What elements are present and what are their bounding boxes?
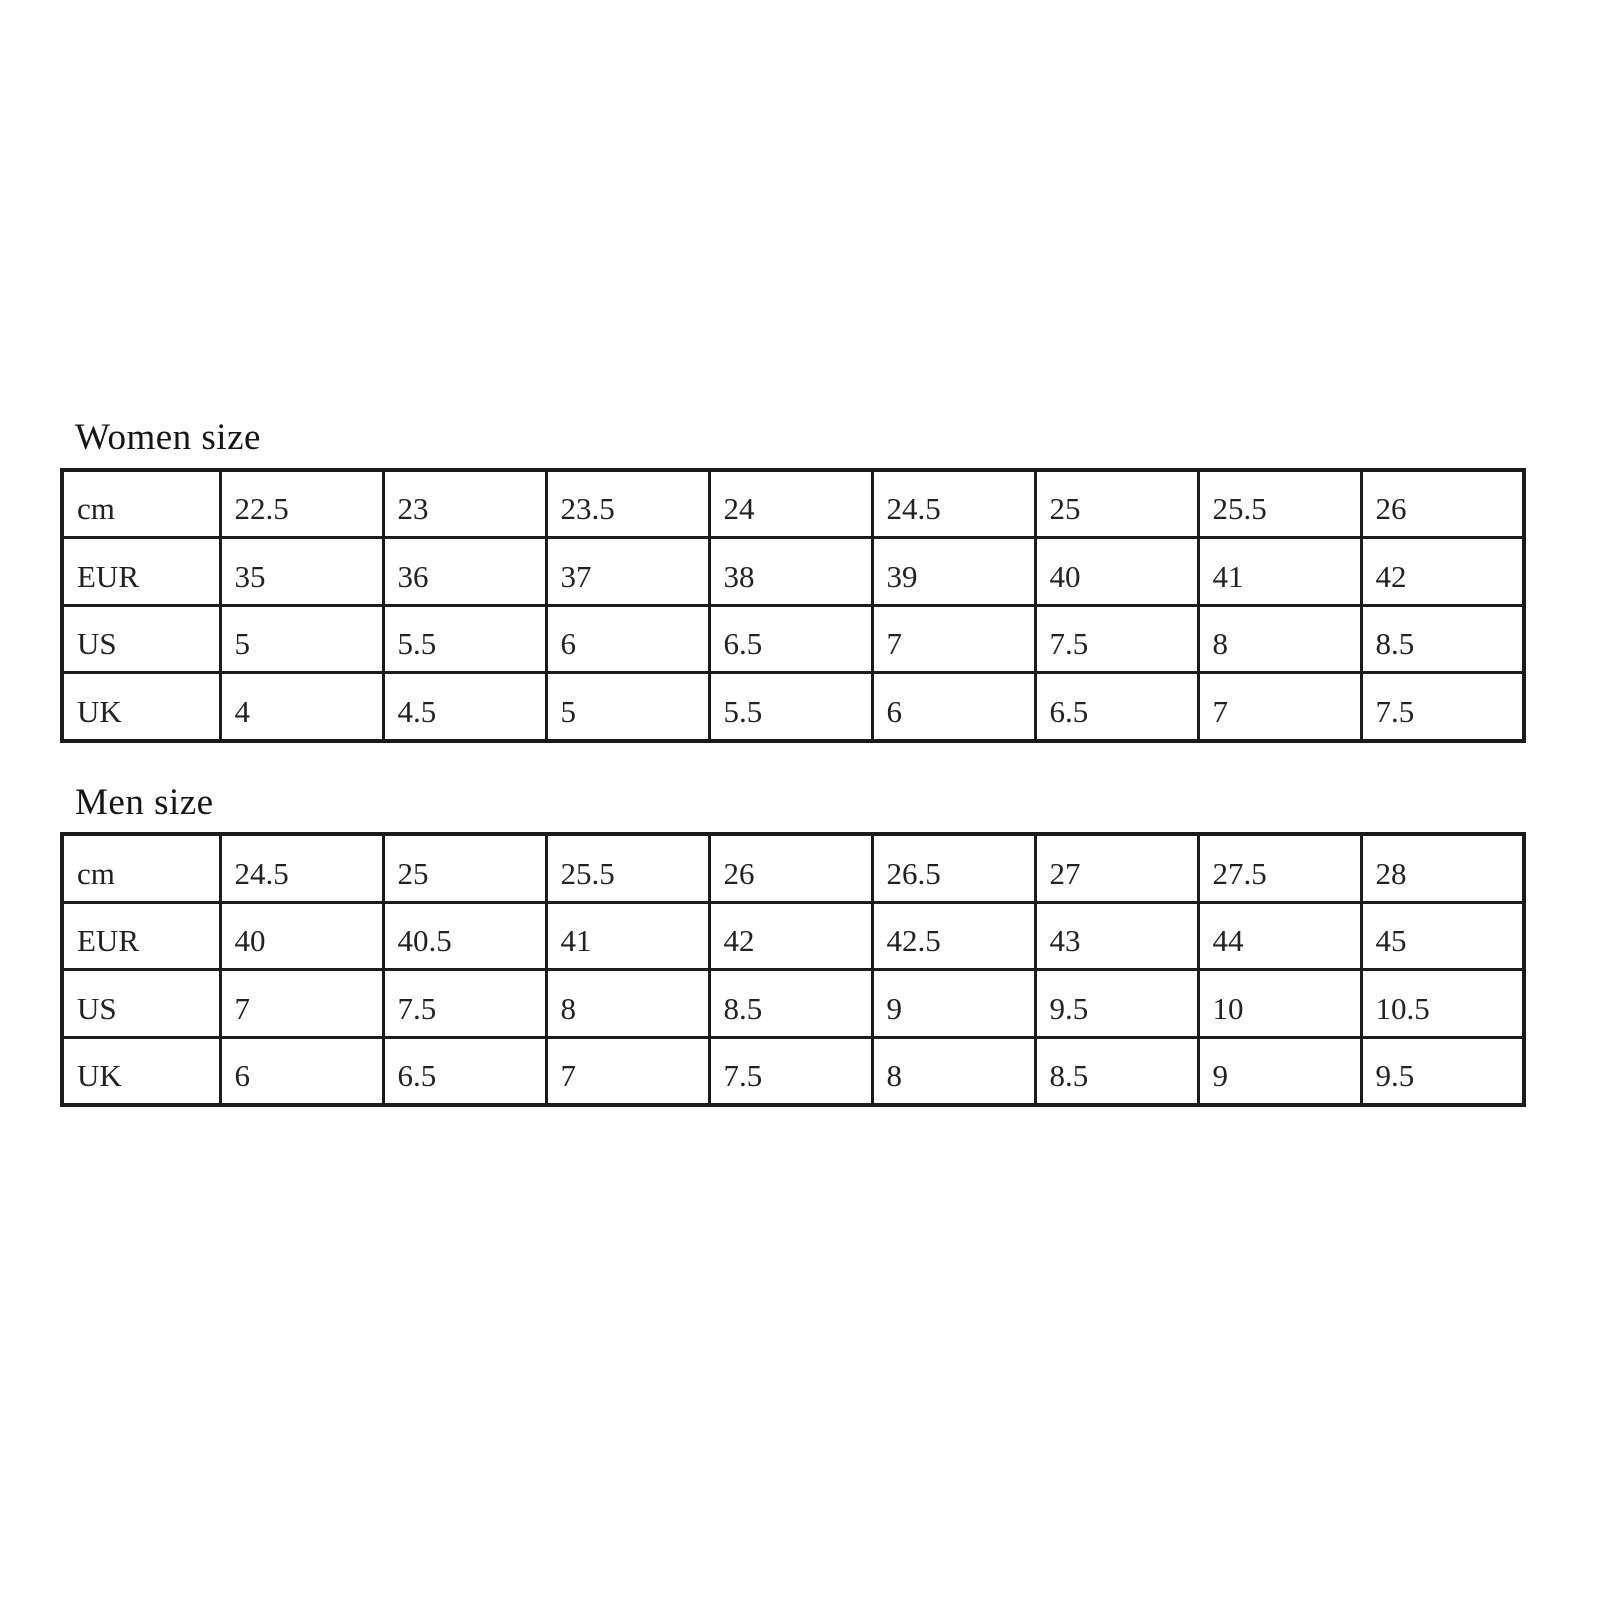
size-value-cell: 7 <box>546 1037 709 1105</box>
size-value-cell: 26 <box>1361 470 1524 538</box>
size-value-cell: 5 <box>546 673 709 741</box>
size-value-cell: 10 <box>1198 970 1361 1037</box>
size-value-cell: 6.5 <box>1035 673 1198 741</box>
size-value-cell: 22.5 <box>220 470 383 538</box>
size-value-cell: 27.5 <box>1198 834 1361 902</box>
size-value-cell: 7 <box>872 605 1035 672</box>
size-value-cell: 35 <box>220 538 383 605</box>
size-value-cell: 26.5 <box>872 834 1035 902</box>
table-row-us <box>62 970 1524 1037</box>
size-value-cell: 5.5 <box>709 673 872 741</box>
row-label-cell: cm <box>62 470 220 538</box>
size-value-cell: 8.5 <box>1035 1037 1198 1105</box>
size-value-cell: 45 <box>1361 902 1524 969</box>
size-value-cell: 9 <box>872 970 1035 1037</box>
size-value-cell: 25.5 <box>1198 470 1361 538</box>
size-value-cell: 8.5 <box>1361 605 1524 672</box>
size-value-cell: 8 <box>1198 605 1361 672</box>
women-size-title: Women size <box>75 417 261 458</box>
size-value-cell: 40 <box>1035 538 1198 605</box>
size-value-cell: 6.5 <box>383 1037 546 1105</box>
size-value-cell: 7.5 <box>1361 673 1524 741</box>
table-row-uk <box>62 1037 1524 1105</box>
table-row-cm <box>62 834 1524 902</box>
row-label-cell: UK <box>62 1037 220 1105</box>
size-value-cell: 23.5 <box>546 470 709 538</box>
size-value-cell: 8 <box>546 970 709 1037</box>
size-value-cell: 5 <box>220 605 383 672</box>
table-row-cm <box>62 470 1524 538</box>
size-value-cell: 9.5 <box>1035 970 1198 1037</box>
size-chart-content <box>60 418 1522 1107</box>
size-value-cell: 7.5 <box>709 1037 872 1105</box>
size-value-cell: 42 <box>709 902 872 969</box>
size-value-cell: 28 <box>1361 834 1524 902</box>
size-value-cell: 6 <box>546 605 709 672</box>
size-value-cell: 25.5 <box>546 834 709 902</box>
size-value-cell: 9 <box>1198 1037 1361 1105</box>
size-value-cell: 8 <box>872 1037 1035 1105</box>
size-value-cell: 24 <box>709 470 872 538</box>
size-value-cell: 24.5 <box>872 470 1035 538</box>
row-label-cell: EUR <box>62 902 220 969</box>
size-value-cell: 36 <box>383 538 546 605</box>
row-label-cell: cm <box>62 834 220 902</box>
size-value-cell: 7 <box>220 970 383 1037</box>
size-value-cell: 25 <box>383 834 546 902</box>
size-value-cell: 41 <box>1198 538 1361 605</box>
size-value-cell: 9.5 <box>1361 1037 1524 1105</box>
size-value-cell: 7.5 <box>1035 605 1198 672</box>
size-value-cell: 42.5 <box>872 902 1035 969</box>
women-size-table <box>60 468 1526 743</box>
size-value-cell: 42 <box>1361 538 1524 605</box>
size-value-cell: 7.5 <box>383 970 546 1037</box>
size-value-cell: 27 <box>1035 834 1198 902</box>
size-value-cell: 41 <box>546 902 709 969</box>
size-value-cell: 43 <box>1035 902 1198 969</box>
size-value-cell: 7 <box>1198 673 1361 741</box>
row-label-cell: EUR <box>62 538 220 605</box>
table-row-us <box>62 605 1524 672</box>
size-value-cell: 6 <box>872 673 1035 741</box>
size-value-cell: 24.5 <box>220 834 383 902</box>
men-size-title: Men size <box>75 781 214 823</box>
row-label-cell: US <box>62 605 220 672</box>
size-value-cell: 6 <box>220 1037 383 1105</box>
size-value-cell: 4 <box>220 673 383 741</box>
size-value-cell: 25 <box>1035 470 1198 538</box>
size-value-cell: 6.5 <box>709 605 872 672</box>
men-size-table <box>60 832 1526 1107</box>
row-label-cell: UK <box>62 673 220 741</box>
size-value-cell: 8.5 <box>709 970 872 1037</box>
table-row-eur <box>62 902 1524 969</box>
size-value-cell: 26 <box>709 834 872 902</box>
table-row-eur <box>62 538 1524 605</box>
size-value-cell: 39 <box>872 538 1035 605</box>
size-value-cell: 44 <box>1198 902 1361 969</box>
size-value-cell: 23 <box>383 470 546 538</box>
size-value-cell: 4.5 <box>383 673 546 741</box>
size-value-cell: 38 <box>709 538 872 605</box>
size-value-cell: 10.5 <box>1361 970 1524 1037</box>
size-value-cell: 5.5 <box>383 605 546 672</box>
table-row-uk <box>62 673 1524 741</box>
size-value-cell: 40 <box>220 902 383 969</box>
section-gap <box>60 743 1522 783</box>
row-label-cell: US <box>62 970 220 1037</box>
size-value-cell: 40.5 <box>383 902 546 969</box>
size-value-cell: 37 <box>546 538 709 605</box>
